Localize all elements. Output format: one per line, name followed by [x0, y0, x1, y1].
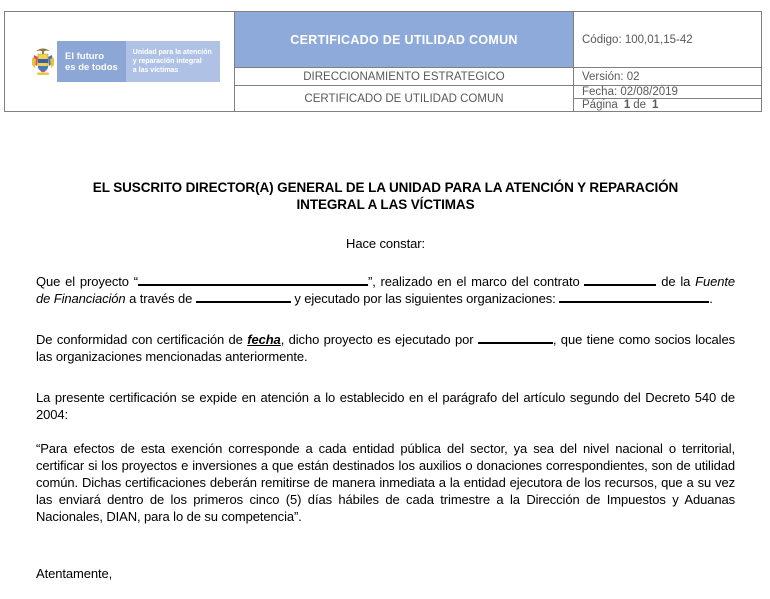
- page-label: Página: [582, 99, 618, 111]
- paragraph-conformity-text3: , que tiene como socios locales las organizaciones mencionadas anteriormente.: [36, 332, 735, 364]
- page-of-label: de: [633, 99, 647, 111]
- document-version: Versión: 02: [574, 67, 761, 85]
- page-total: 1: [652, 99, 659, 111]
- paragraph-project-text4: a través de: [125, 291, 196, 306]
- document-code: Código: 100,01,15-42: [582, 33, 693, 46]
- logo-slogan-line1: El futuro: [65, 50, 105, 62]
- logo-slogan-line2: es de todos: [65, 61, 118, 73]
- paragraph-conformity: [36, 331, 735, 365]
- document-date: Fecha: 02/08/2019: [574, 85, 761, 98]
- blank-project-name: [138, 274, 368, 286]
- fecha-placeholder: fecha: [247, 332, 281, 347]
- blank-organizations: [559, 291, 709, 303]
- certificate-heading-line2: INTEGRAL A LAS VÍCTIMAS: [296, 197, 475, 212]
- paragraph-legal-basis: La presente certificación se expide en atención a lo establecido en el parágrafo del artículo segundo del Decreto 540 de 2004:: [36, 390, 735, 422]
- logo-unit-line1: Unidad para la atención: [132, 49, 212, 56]
- blank-executor: [478, 332, 553, 344]
- paragraph-decree-quote: “Para efectos de esta exención corresponde a cada entidad pública del sector, ya sea del nivel nacional o territorial, certificar si los proyectos e inversiones a que están destinados los auxilios o donaciones correspondientes, son de utilidad común. Dichas certificaciones deberán remitirse de manera inmediata a la entidad ejecutora de los recursos, que a su vez las enviará dentro de los primeros cinco (5) días hábiles de cada trimestre a la Dirección de Impuestos y Aduanas Nacionales, DIAN, para lo de su competencia”.: [36, 441, 735, 524]
- process-name-cell: DIRECCIONAMIENTO ESTRATEGICO: [235, 67, 573, 85]
- header-meta-column: [574, 12, 761, 111]
- paragraph-project-text3: de la: [656, 274, 696, 289]
- document-name-cell: CERTIFICADO DE UTILIDAD COMUN: [235, 85, 573, 111]
- closing-salutation: Atentamente,: [36, 566, 113, 581]
- certificate-subheading: Hace constar:: [346, 236, 425, 251]
- paragraph-project-period: .: [709, 291, 713, 306]
- header-table: [4, 11, 762, 112]
- page-number: 1: [623, 99, 631, 111]
- document-title-cell: CERTIFICADO DE UTILIDAD COMUN: [235, 12, 573, 67]
- document-body: [36, 179, 735, 582]
- paragraph-conformity-text1: De conformidad con certificación de: [36, 332, 248, 347]
- logo-unit-name: [126, 41, 220, 82]
- certificate-heading-line1: EL SUSCRITO DIRECTOR(A) GENERAL DE LA UNIDAD PARA LA ATENCIÓN Y REPARACIÓN: [92, 180, 679, 195]
- header-title-column: [234, 12, 574, 111]
- certificate-heading: [36, 179, 735, 213]
- paragraph-project-text1: Que el proyecto “: [36, 274, 138, 289]
- logo-slogan: [57, 41, 126, 82]
- paragraph-project: [36, 273, 735, 307]
- paragraph-conformity-text2: , dicho proyecto es ejecutado por: [280, 332, 478, 347]
- blank-contract-number: [584, 274, 656, 286]
- funding-source-italic: Fuente de Financiación: [36, 274, 735, 306]
- government-logo: [29, 41, 220, 82]
- logo-unit-line3: a las víctimas: [132, 67, 179, 74]
- blank-through-entity: [196, 291, 291, 303]
- colombia-coat-of-arms-icon: [29, 41, 57, 82]
- paragraph-project-text2: ”, realizado en el marco del contrato: [367, 274, 585, 289]
- logo-unit-line2: y reparación integral: [132, 58, 202, 65]
- logo-cell: [5, 12, 234, 111]
- document-page-count: [574, 98, 761, 111]
- paragraph-project-text5: y ejecutado por las siguientes organizaciones:: [290, 291, 560, 306]
